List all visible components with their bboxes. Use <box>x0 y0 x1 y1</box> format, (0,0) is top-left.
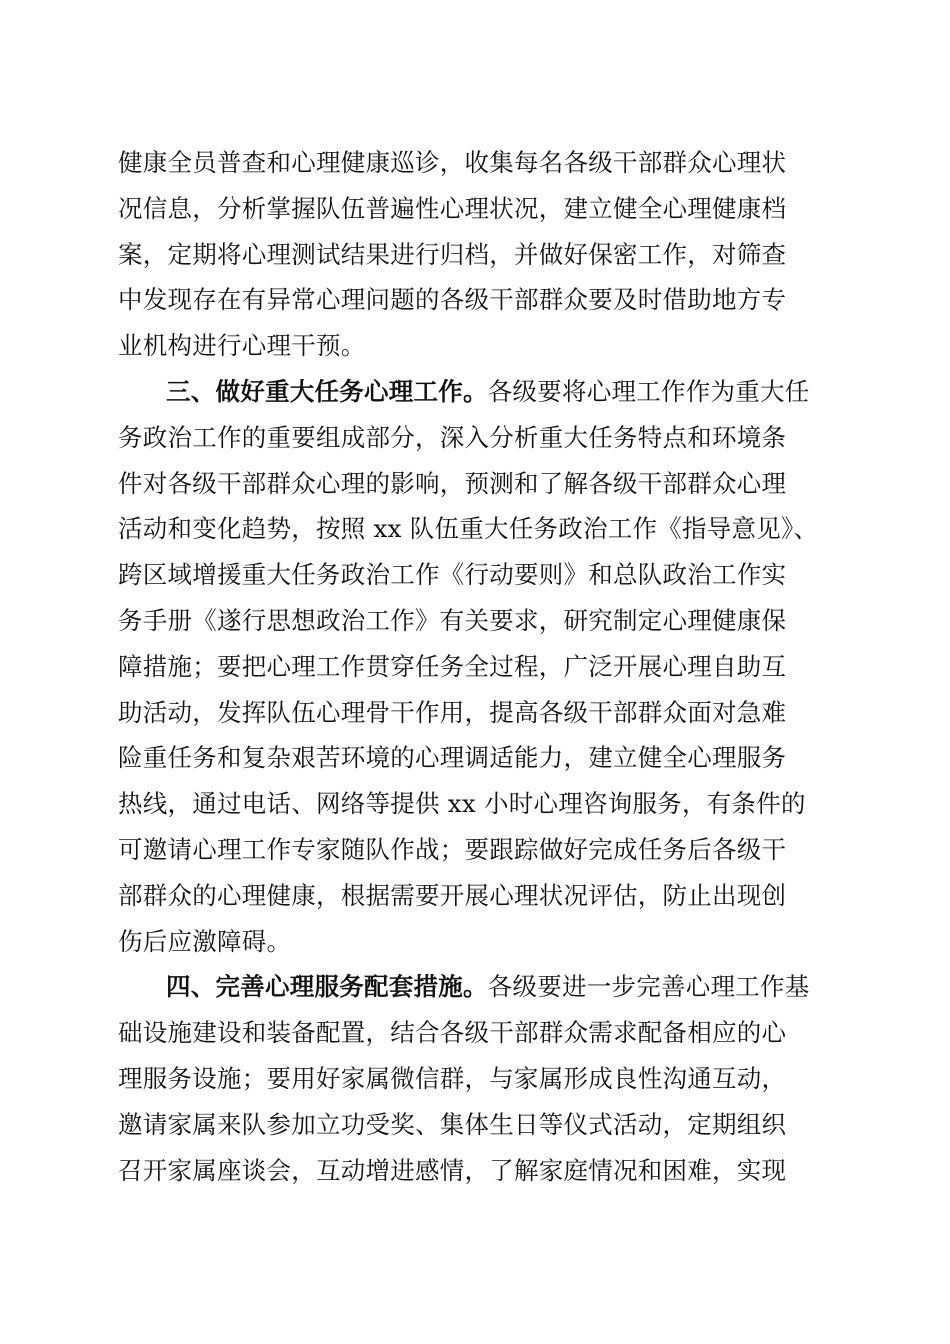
text-line: 跨区域增援重大任务政治工作《行动要则》和总队政治工作实 <box>118 560 787 590</box>
text-line-rest: 各级要将心理工作作为重大任 <box>487 376 810 406</box>
text-line: 业机构进行心理干预。 <box>118 331 366 361</box>
document-body <box>118 140 838 1193</box>
paragraph-first-line <box>118 964 838 1010</box>
section-heading: 四、完善心理服务配套措施。 <box>166 972 488 1002</box>
text-line: 况信息，分析掌握队伍普遍性心理状况，建立健全心理健康档 <box>118 193 787 223</box>
text-line: 助活动，发挥队伍心理骨干作用，提高各级干部群众面对急难 <box>118 697 787 727</box>
text-line: 案，定期将心理测试结果进行归档，并做好保密工作，对筛查 <box>118 239 787 269</box>
text-line: 召开家属座谈会，互动增进感情，了解家庭情况和困难，实现 <box>118 1155 787 1185</box>
text-line: 可邀请心理工作专家随队作战；要跟踪做好完成任务后各级干 <box>118 834 787 864</box>
text-line: 务手册《遂行思想政治工作》有关要求，研究制定心理健康保 <box>118 605 787 635</box>
text-line: 中发现存在有异常心理问题的各级干部群众要及时借助地方专 <box>118 285 787 315</box>
text-line: 障措施；要把心理工作贯穿任务全过程，广泛开展心理自助互 <box>118 651 787 681</box>
text-line: 险重任务和复杂艰苦环境的心理调适能力，建立健全心理服务 <box>118 743 787 773</box>
section-heading: 三、做好重大任务心理工作。 <box>166 376 488 406</box>
text-line: 础设施建设和装备配置，结合各级干部群众需求配备相应的心 <box>118 1018 787 1048</box>
paragraph-first-line <box>118 369 838 415</box>
text-line: 务政治工作的重要组成部分，深入分析重大任务特点和环境条 <box>118 422 787 452</box>
text-line: 理服务设施；要用好家属微信群，与家属形成良性沟通互动， <box>118 1063 787 1093</box>
text-line: 伤后应激障碍。 <box>118 926 292 956</box>
text-line-rest: 各级要进一步完善心理工作基 <box>487 972 810 1002</box>
text-line: 活动和变化趋势，按照 xx 队伍重大任务政治工作《指导意见》、 <box>118 514 819 544</box>
paragraph-1 <box>118 140 838 369</box>
text-line: 健康全员普查和心理健康巡诊，收集每名各级干部群众心理状 <box>118 148 787 177</box>
text-line: 热线，通过电话、网络等提供 xx 小时心理咨询服务，有条件的 <box>118 789 806 819</box>
text-line: 部群众的心理健康，根据需要开展心理状况评估，防止出现创 <box>118 880 787 910</box>
paragraph-3 <box>118 964 838 1193</box>
text-line: 件对各级干部群众心理的影响，预测和了解各级干部群众心理 <box>118 468 787 498</box>
text-line: 邀请家属来队参加立功受奖、集体生日等仪式活动，定期组织 <box>118 1109 787 1139</box>
paragraph-2 <box>118 369 838 964</box>
